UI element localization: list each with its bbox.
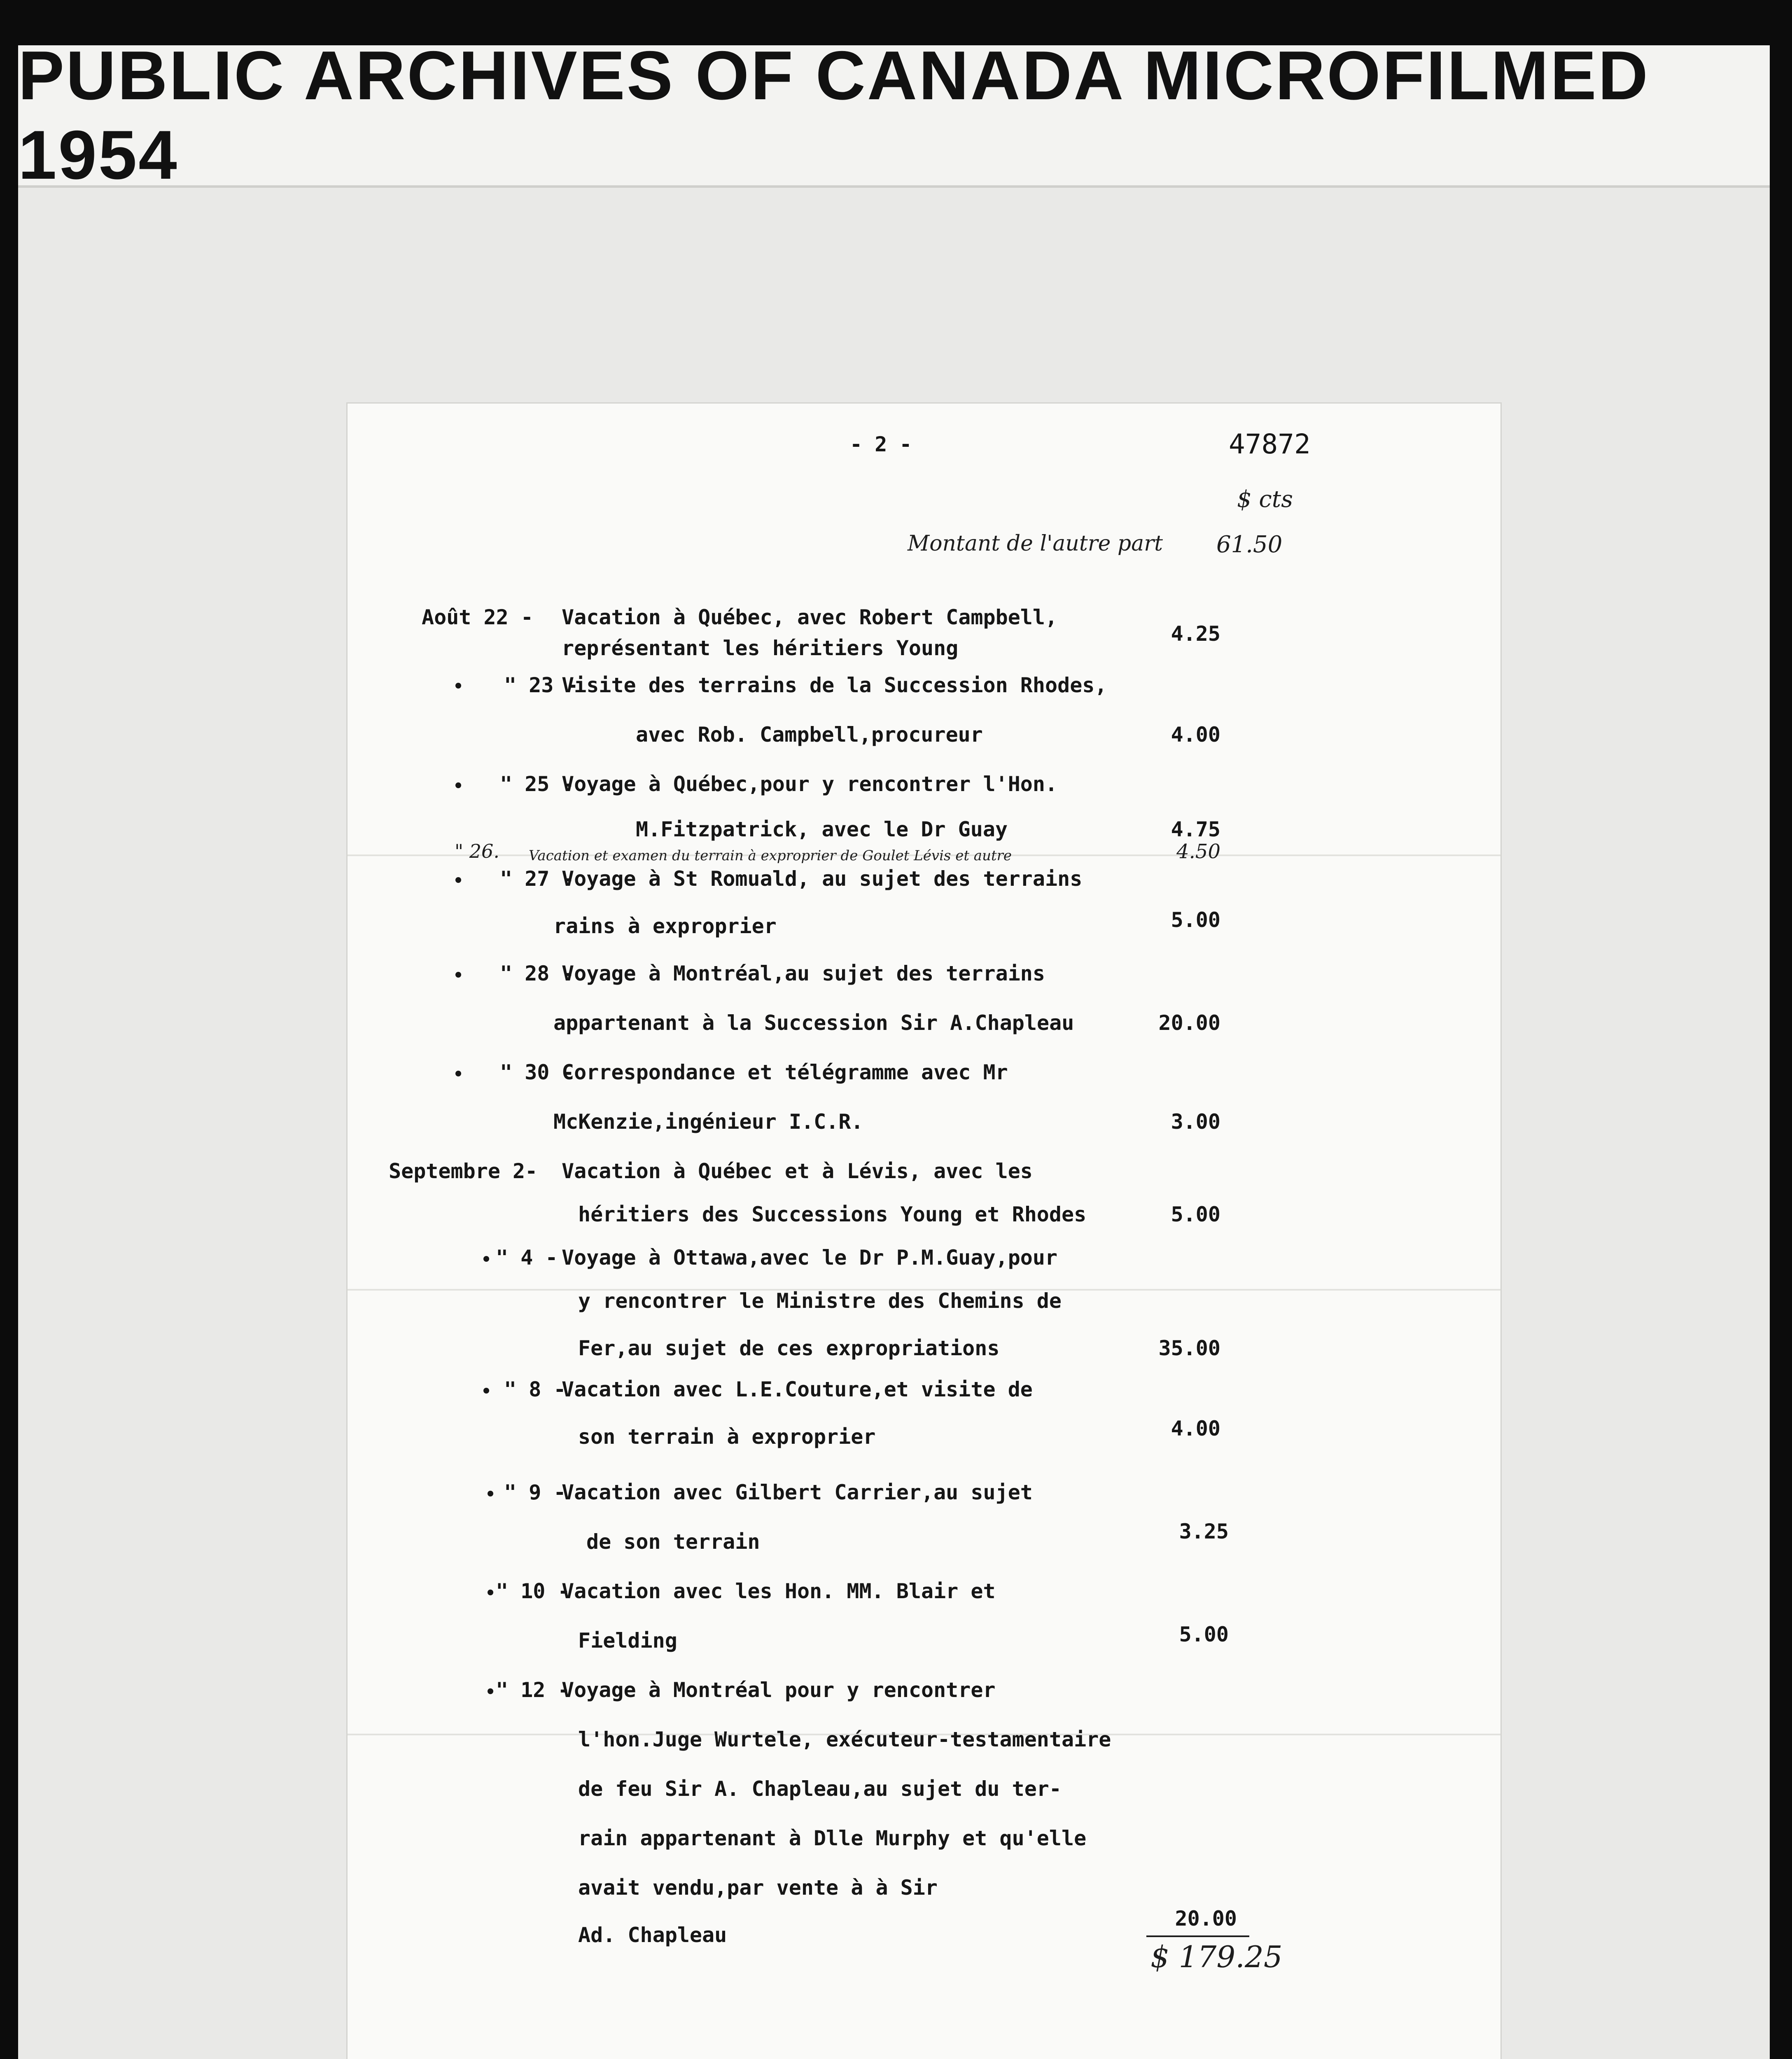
entry-date: Août 22 -	[422, 605, 533, 629]
entry-line: héritiers des Successions Young et Rhodes	[578, 1202, 1087, 1226]
entry-line: Voyage à St Romuald, au sujet des terrains	[562, 867, 1083, 891]
entry-line: McKenzie,ingénieur I.C.R.	[553, 1110, 863, 1134]
entry-line: Correspondance et télégramme avec Mr	[562, 1060, 1008, 1084]
entry-line: appartenant à la Succession Sir A.Chapleau	[553, 1011, 1074, 1035]
entry-line: y rencontrer le Ministre des Chemins de	[578, 1289, 1062, 1313]
entry-amount: 3.00	[1171, 1110, 1220, 1134]
page-number: - 2 -	[850, 432, 912, 456]
ditto-mark	[488, 1688, 493, 1694]
entry-date: " 4 -	[496, 1246, 558, 1270]
entry-date: " 8 -	[504, 1377, 566, 1401]
entry-amount: 35.00	[1158, 1336, 1220, 1360]
entry-line: son terrain à exproprier	[578, 1425, 876, 1449]
entry-amount: 4.00	[1171, 1417, 1220, 1440]
entry-date: Septembre 2-	[389, 1159, 538, 1183]
entry-date: " 12 -	[496, 1678, 570, 1702]
entry-line: M.Fitzpatrick, avec le Dr Guay	[636, 817, 1008, 841]
entry-date: " 30 -	[500, 1060, 574, 1084]
entry-line: Voyage à Montréal pour y rencontrer	[562, 1678, 996, 1702]
entry-date: " 10 -	[496, 1579, 570, 1603]
ditto-mark	[483, 1388, 489, 1394]
entry-line: de son terrain	[586, 1530, 760, 1554]
entry-amount: 4.50	[1176, 840, 1220, 863]
entry-date: " 26.	[455, 840, 499, 862]
entry-line: Vacation avec les Hon. MM. Blair et	[562, 1579, 996, 1603]
archive-banner: PUBLIC ARCHIVES OF CANADA MICROFILMED 1954	[18, 45, 1770, 188]
entry-line: Vacation à Québec et à Lévis, avec les	[562, 1159, 1033, 1183]
document-sheet	[348, 404, 1500, 2059]
entry-line: rains à exproprier	[553, 914, 777, 938]
entry-amount: 4.25	[1171, 622, 1220, 646]
document-id: 47872	[1229, 428, 1311, 460]
entry-amount: 3.25	[1179, 1520, 1229, 1543]
carried-forward-amount: 61.50	[1216, 531, 1283, 558]
ditto-mark	[483, 1256, 489, 1262]
microfilm-frame	[18, 37, 1770, 2059]
currency-header: $ cts	[1237, 486, 1293, 513]
entry-line: Ad. Chapleau	[578, 1923, 727, 1947]
entry-date: " 27 -	[500, 867, 574, 891]
ditto-mark	[488, 1590, 493, 1595]
entry-date: " 23 -	[504, 673, 579, 697]
ditto-mark	[455, 1071, 461, 1076]
total-rule	[1146, 1935, 1249, 1937]
entry-date: " 25 -	[500, 772, 574, 796]
entry-line: avait vendu,par vente à à Sir	[578, 1876, 938, 1900]
entry-line: Fielding	[578, 1629, 677, 1653]
entry-line: Voyage à Québec,pour y rencontrer l'Hon.	[562, 772, 1058, 796]
entry-line: Fer,au sujet de ces expropriations	[578, 1336, 1000, 1360]
entry-amount: 5.00	[1179, 1622, 1229, 1646]
entry-line: Vacation avec Gilbert Carrier,au sujet	[562, 1480, 1033, 1504]
entry-amount: 20.00	[1158, 1011, 1220, 1035]
ditto-mark	[455, 782, 461, 788]
entry-line: Voyage à Montréal,au sujet des terrains	[562, 962, 1045, 985]
ditto-mark	[455, 972, 461, 978]
entry-line: Vacation à Québec, avec Robert Campbell,	[562, 605, 1058, 629]
entry-line: l'hon.Juge Wurtele, exécuteur-testamentaire	[578, 1728, 1111, 1751]
entry-line: rain appartenant à Dlle Murphy et qu'elle	[578, 1826, 1087, 1850]
entry-date: " 9 -	[504, 1480, 566, 1504]
entry-date: " 28 -	[500, 962, 574, 985]
entry-line: représentant les héritiers Young	[562, 636, 959, 660]
entry-line: Voyage à Ottawa,avec le Dr P.M.Guay,pour	[562, 1246, 1058, 1270]
ditto-mark	[455, 877, 461, 883]
entry-amount: 5.00	[1171, 908, 1220, 932]
entry-line: Visite des terrains de la Succession Rhodes,	[562, 673, 1107, 697]
carried-forward-label: Montant de l'autre part	[908, 531, 1163, 556]
ditto-mark	[488, 1491, 493, 1496]
entry-amount: 5.00	[1171, 1202, 1220, 1226]
ditto-mark	[455, 683, 461, 689]
entry-line: Vacation avec L.E.Couture,et visite de	[562, 1377, 1033, 1401]
total-amount: $ 179.25	[1150, 1940, 1283, 1974]
entry-amount: 20.00	[1175, 1907, 1237, 1931]
entry-amount: 4.75	[1171, 817, 1220, 841]
entry-line: avec Rob. Campbell,procureur	[636, 723, 983, 747]
entry-line: Vacation et examen du terrain à exproprier de Goulet Lévis et autre	[529, 847, 1012, 864]
entry-amount: 4.00	[1171, 723, 1220, 747]
entry-line: de feu Sir A. Chapleau,au sujet du ter-	[578, 1777, 1062, 1801]
